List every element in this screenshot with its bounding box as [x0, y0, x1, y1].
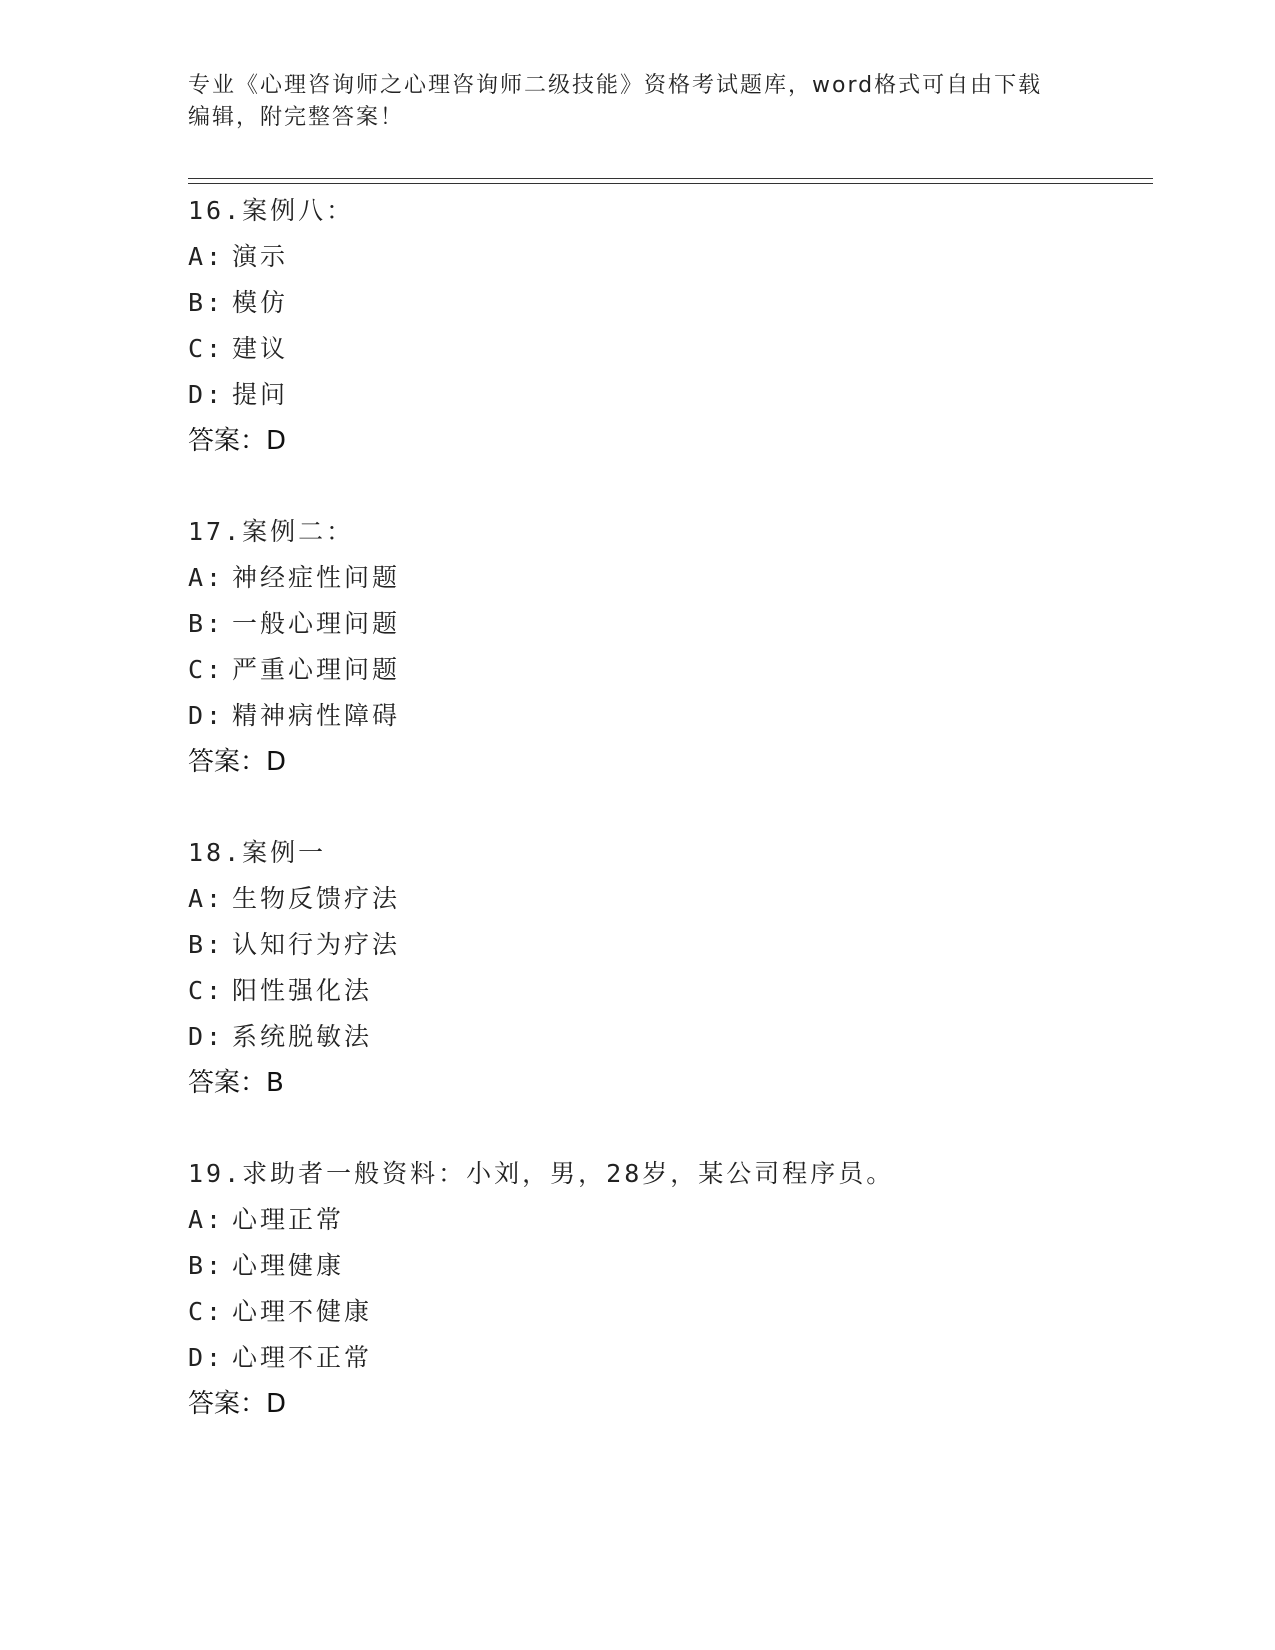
option-text: 演示	[232, 242, 289, 271]
option-d	[188, 1335, 1148, 1381]
answer-line: 答案：B	[188, 1068, 284, 1098]
option-c	[188, 1289, 1148, 1335]
option-text: 精神病性障碍	[232, 701, 401, 730]
question-list	[188, 188, 1148, 1472]
option-a	[188, 234, 1148, 280]
option-text: 心理不健康	[232, 1297, 373, 1326]
option-a	[188, 1197, 1148, 1243]
document-header	[188, 70, 1088, 134]
answer-line: 答案：D	[188, 426, 287, 456]
option-text: 提问	[232, 380, 289, 409]
header-line-2: 编辑，附完整答案！	[188, 105, 405, 130]
question-16	[188, 188, 1148, 464]
option-letter: A:	[188, 1205, 225, 1234]
option-b	[188, 1243, 1148, 1289]
question-17	[188, 509, 1148, 785]
option-d	[188, 372, 1148, 418]
option-letter: B:	[188, 1251, 225, 1280]
option-d	[188, 693, 1148, 739]
option-b	[188, 280, 1148, 326]
question-title: 16.案例八：	[188, 196, 355, 225]
option-letter: D:	[188, 701, 225, 730]
option-a	[188, 876, 1148, 922]
option-letter: A:	[188, 884, 225, 913]
option-text: 模仿	[232, 288, 289, 317]
option-letter: C:	[188, 334, 225, 363]
option-letter: C:	[188, 655, 225, 684]
header-divider-top	[188, 178, 1153, 179]
header-divider-bottom	[188, 183, 1153, 184]
option-text: 认知行为疗法	[232, 930, 401, 959]
option-b	[188, 601, 1148, 647]
option-text: 神经症性问题	[232, 563, 401, 592]
question-title: 18.案例一	[188, 838, 327, 867]
option-letter: C:	[188, 976, 225, 1005]
option-letter: D:	[188, 1022, 225, 1051]
option-text: 心理健康	[232, 1251, 345, 1280]
question-19	[188, 1151, 1148, 1427]
option-text: 建议	[232, 334, 289, 363]
option-d	[188, 1014, 1148, 1060]
answer-line: 答案：D	[188, 747, 287, 777]
answer-line: 答案：D	[188, 1389, 287, 1419]
option-letter: D:	[188, 380, 225, 409]
option-text: 心理不正常	[232, 1343, 373, 1372]
option-letter: A:	[188, 242, 225, 271]
option-c	[188, 326, 1148, 372]
option-text: 阳性强化法	[232, 976, 373, 1005]
option-text: 严重心理问题	[232, 655, 401, 684]
option-letter: B:	[188, 609, 225, 638]
option-text: 生物反馈疗法	[232, 884, 401, 913]
option-a	[188, 555, 1148, 601]
header-line-1: 专业《心理咨询师之心理咨询师二级技能》资格考试题库，word格式可自由下载	[188, 73, 1043, 98]
option-c	[188, 647, 1148, 693]
option-letter: B:	[188, 930, 225, 959]
question-title: 19.求助者一般资料：小刘，男，28岁，某公司程序员。	[188, 1159, 895, 1188]
option-letter: C:	[188, 1297, 225, 1326]
option-c	[188, 968, 1148, 1014]
option-letter: A:	[188, 563, 225, 592]
option-letter: D:	[188, 1343, 225, 1372]
option-letter: B:	[188, 288, 225, 317]
option-text: 心理正常	[232, 1205, 345, 1234]
question-title: 17.案例二：	[188, 517, 355, 546]
question-18	[188, 830, 1148, 1106]
option-b	[188, 922, 1148, 968]
option-text: 一般心理问题	[232, 609, 401, 638]
option-text: 系统脱敏法	[232, 1022, 373, 1051]
